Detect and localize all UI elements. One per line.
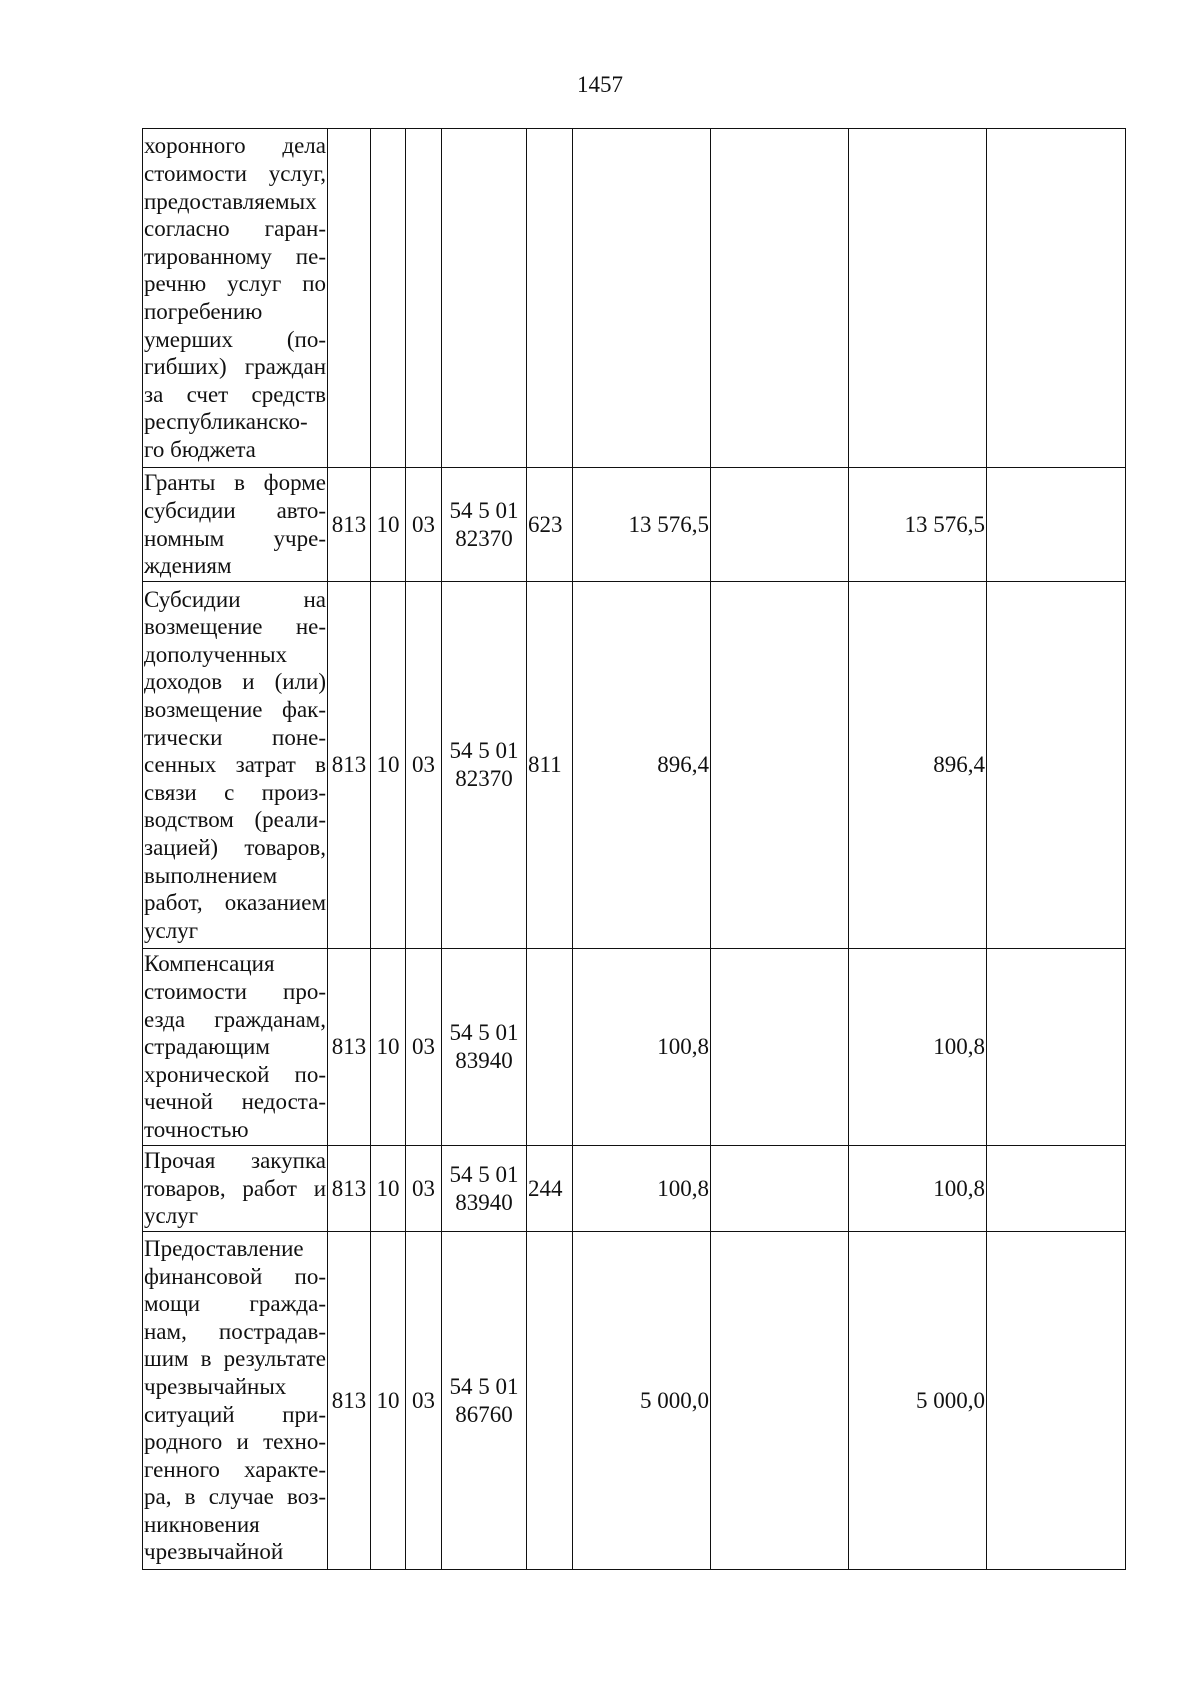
name-line: выполнением — [144, 862, 278, 888]
cell-sum-3: 13 576,5 — [849, 468, 987, 582]
name-line: финансовой по- — [144, 1263, 326, 1289]
cell-sum-2 — [711, 1146, 849, 1232]
cell-sum-1: 13 576,5 — [573, 468, 711, 582]
name-line: погребению — [144, 299, 263, 324]
name-line: Предоставление — [144, 1235, 304, 1261]
cell-rz: 10 — [371, 1232, 406, 1570]
cell-sum-2 — [711, 1232, 849, 1570]
cell-name — [143, 1146, 328, 1232]
name-line: езда гражданам, — [144, 1006, 326, 1032]
cell-gr: 813 — [328, 468, 371, 582]
name-line: Гранты в форме — [144, 470, 326, 496]
name-line: чрезвычайной — [144, 1539, 284, 1565]
name-line: чечной недоста- — [144, 1089, 326, 1115]
table-row — [143, 949, 1126, 1146]
name-line: ждениям — [144, 553, 232, 579]
csr-line: 82370 — [455, 766, 513, 791]
name-line: гибших) граждан — [144, 354, 326, 380]
cell-gr: 813 — [328, 1146, 371, 1232]
name-line: нам, пострадав- — [144, 1318, 326, 1344]
name-line: Прочая закупка — [144, 1148, 326, 1174]
cell-sum-2 — [711, 949, 849, 1146]
cell-name — [143, 129, 328, 468]
name-line: го бюджета — [144, 436, 256, 462]
csr-line: 54 5 01 — [449, 1373, 519, 1399]
csr-line: 86760 — [455, 1401, 513, 1427]
name-line: предоставляемых — [144, 188, 317, 214]
cell-gr: 813 — [328, 1232, 371, 1570]
csr-line: 54 5 01 — [449, 497, 519, 523]
table-row — [143, 468, 1126, 582]
cell-vr — [527, 129, 573, 468]
cell-name — [143, 949, 328, 1146]
budget-table — [142, 128, 1126, 1570]
cell-sum-1: 100,8 — [573, 1146, 711, 1232]
cell-csr — [442, 129, 527, 468]
name-line: ситуаций при- — [144, 1401, 326, 1427]
cell-csr — [442, 1232, 527, 1570]
name-line: точностью — [144, 1116, 249, 1142]
cell-csr — [442, 1146, 527, 1232]
name-line: сенных затрат в — [144, 752, 326, 778]
name-line: тически поне- — [144, 724, 326, 750]
name-line: водством (реали- — [144, 807, 326, 833]
name-line: чрезвычайных — [144, 1373, 287, 1399]
cell-sum-4 — [987, 468, 1126, 582]
name-line: дополученных — [144, 641, 288, 667]
cell-rz — [371, 129, 406, 468]
cell-vr: 811 — [527, 582, 573, 949]
cell-pr: 03 — [406, 468, 442, 582]
cell-sum-4 — [987, 582, 1126, 949]
cell-csr — [442, 582, 527, 949]
name-line: услуг — [144, 1203, 199, 1229]
cell-sum-4 — [987, 1232, 1126, 1570]
cell-sum-3: 5 000,0 — [849, 1232, 987, 1570]
name-line: работ, оказанием — [144, 890, 326, 916]
cell-pr: 03 — [406, 1232, 442, 1570]
name-line: страдающим — [144, 1034, 270, 1060]
cell-csr — [442, 949, 527, 1146]
cell-name — [143, 582, 328, 949]
name-line: товаров, работ и — [144, 1175, 326, 1201]
cell-vr: 623 — [527, 468, 573, 582]
cell-pr: 03 — [406, 949, 442, 1146]
name-line: стоимости услуг, — [144, 161, 326, 187]
cell-rz: 10 — [371, 582, 406, 949]
cell-sum-4 — [987, 949, 1126, 1146]
cell-gr: 813 — [328, 949, 371, 1146]
table-body — [143, 129, 1126, 1570]
name-line: связи с произ- — [144, 779, 326, 805]
name-line: Компенсация — [144, 951, 275, 977]
name-line: республиканско- — [144, 409, 308, 435]
name-line: субсидии авто- — [144, 497, 326, 523]
name-line: стоимости про- — [144, 979, 326, 1005]
table-row — [143, 582, 1126, 949]
cell-sum-1 — [573, 129, 711, 468]
cell-sum-1: 5 000,0 — [573, 1232, 711, 1570]
name-line: хронической по- — [144, 1061, 326, 1087]
name-line: за счет средств — [144, 381, 326, 407]
name-line: никновения — [144, 1511, 260, 1537]
csr-line: 54 5 01 — [449, 1020, 519, 1046]
name-line: согласно гаран- — [144, 216, 326, 242]
cell-vr — [527, 949, 573, 1146]
cell-sum-3: 100,8 — [849, 949, 987, 1146]
name-line: зацией) товаров, — [144, 834, 326, 860]
name-line: хоронного дела — [144, 133, 326, 159]
cell-csr — [442, 468, 527, 582]
cell-sum-2 — [711, 468, 849, 582]
cell-name — [143, 1232, 328, 1570]
cell-sum-4 — [987, 129, 1126, 468]
csr-line: 82370 — [455, 525, 513, 551]
cell-gr: 813 — [328, 582, 371, 949]
name-line: номным учре- — [144, 525, 326, 551]
name-line: Субсидии на — [144, 586, 326, 612]
cell-rz: 10 — [371, 468, 406, 582]
csr-line: 54 5 01 — [449, 1161, 519, 1187]
cell-rz: 10 — [371, 949, 406, 1146]
cell-pr: 03 — [406, 582, 442, 949]
cell-vr — [527, 1232, 573, 1570]
table-row — [143, 1146, 1126, 1232]
table-row — [143, 1232, 1126, 1570]
name-line: возмещение фак- — [144, 697, 326, 723]
name-line: услуг — [144, 917, 199, 943]
cell-gr — [328, 129, 371, 468]
cell-sum-3 — [849, 129, 987, 468]
cell-vr: 244 — [527, 1146, 573, 1232]
csr-line: 83940 — [455, 1048, 513, 1073]
cell-sum-4 — [987, 1146, 1126, 1232]
cell-pr — [406, 129, 442, 468]
name-line: генного характе- — [144, 1456, 326, 1482]
name-line: шим в результате — [144, 1346, 326, 1372]
page-number: 1457 — [577, 72, 623, 97]
cell-name — [143, 468, 328, 582]
name-line: тированному пе- — [144, 243, 326, 269]
name-line: ра, в случае воз- — [144, 1484, 326, 1510]
cell-sum-1: 896,4 — [573, 582, 711, 949]
name-line: возмещение не- — [144, 614, 326, 640]
cell-rz: 10 — [371, 1146, 406, 1232]
cell-sum-1: 100,8 — [573, 949, 711, 1146]
name-line: мощи гражда- — [144, 1291, 326, 1317]
name-line: речню услуг по — [144, 271, 326, 297]
cell-sum-3: 896,4 — [849, 582, 987, 949]
csr-line: 83940 — [455, 1189, 513, 1215]
name-line: родного и техно- — [144, 1429, 326, 1455]
csr-line: 54 5 01 — [449, 738, 519, 764]
name-line: умерших (по- — [144, 326, 326, 352]
table-row — [143, 129, 1126, 468]
cell-pr: 03 — [406, 1146, 442, 1232]
cell-sum-3: 100,8 — [849, 1146, 987, 1232]
cell-sum-2 — [711, 582, 849, 949]
name-line: доходов и (или) — [144, 669, 326, 695]
cell-sum-2 — [711, 129, 849, 468]
